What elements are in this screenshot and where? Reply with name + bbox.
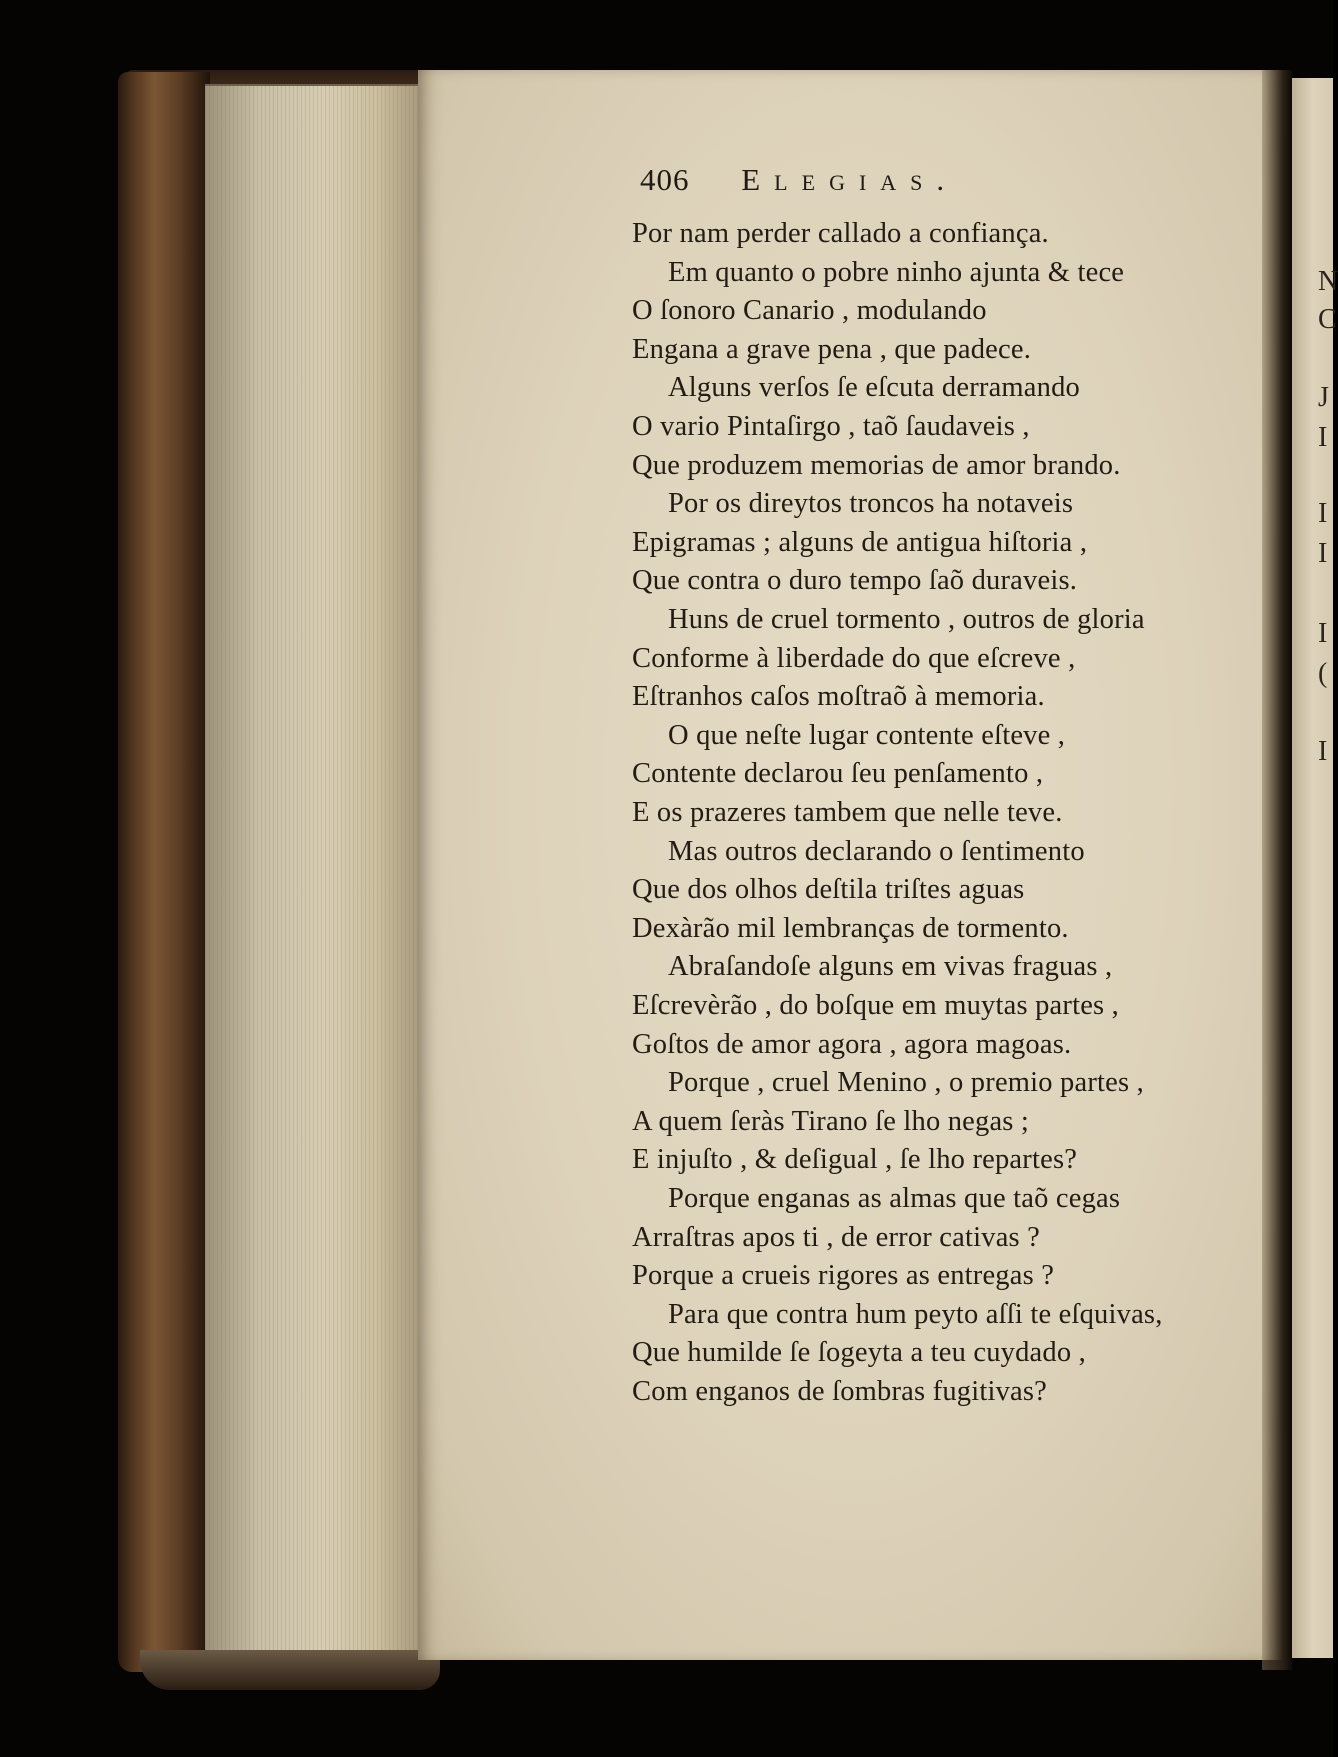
poem-line: Para que contra hum peyto aſſi te eſquivas, xyxy=(668,1298,1163,1330)
facing-page-glyph: I xyxy=(1318,422,1328,453)
poem-line: Epigramas ; alguns de antigua hiſtoria , xyxy=(632,526,1088,558)
cover-bottom xyxy=(140,1650,440,1690)
poem-line: Contente declarou ſeu penſamento , xyxy=(632,758,1044,790)
poem-line: Que produzem memorias de amor brando. xyxy=(632,449,1121,481)
poem-line: Porque enganas as almas que taõ cegas xyxy=(668,1183,1121,1214)
facing-page-glyph: I xyxy=(1318,538,1328,569)
facing-page-glyph: I xyxy=(1318,736,1328,767)
poem-line: Conforme à liberdade do que eſcreve , xyxy=(632,642,1076,674)
poem-line: Huns de cruel tormento , outros de gloria xyxy=(668,604,1145,635)
poem-line: Dexàrão mil lembranças de tormento. xyxy=(632,912,1069,944)
facing-page-glyph: I xyxy=(1318,618,1328,649)
poem-line: Por nam perder callado a confiança. xyxy=(632,218,1049,249)
poem-line: Por os direytos troncos ha notaveis xyxy=(668,488,1074,520)
poem-line: Que dos olhos deſtila triſtes aguas xyxy=(632,874,1025,906)
poem-line: Goſtos de amor agora , agora magoas. xyxy=(632,1028,1072,1060)
poem-line: Porque , cruel Menino , o premio partes , xyxy=(668,1067,1144,1099)
poem-line: Alguns verſos ſe eſcuta derramando xyxy=(668,372,1080,404)
book-gutter xyxy=(1262,70,1292,1670)
poem-line: O vario Pintaſirgo , taõ ſaudaveis , xyxy=(632,411,1030,442)
book-cover-spine xyxy=(118,72,210,1672)
facing-page-glyph: N xyxy=(1318,266,1338,297)
poem-line: Eſtranhos caſos moſtraõ à memoria. xyxy=(632,681,1045,713)
poem-line: Porque a crueis rigores as entregas ? xyxy=(632,1260,1055,1292)
poem-line: Com enganos de ſombras fugitivas? xyxy=(632,1376,1048,1407)
book-page xyxy=(418,70,1290,1660)
poem-line: Mas outros declarando o ſentimento xyxy=(668,835,1085,867)
page-number: 406 xyxy=(640,162,690,197)
page-edges xyxy=(205,84,420,1669)
poem-line: Que humilde ſe ſogeyta a teu cuydado , xyxy=(632,1337,1086,1369)
facing-page-glyph: I xyxy=(1318,498,1328,529)
running-title: Elegias. xyxy=(741,162,959,197)
poem-line: O ſonoro Canario , modulando xyxy=(632,295,987,327)
poem-line: Eſcrevèrão , do boſque em muytas partes , xyxy=(632,990,1119,1021)
poem-line: Abraſandoſe alguns em vivas fraguas , xyxy=(668,951,1113,983)
poem-line: E injuſto , & deſigual , ſe lho repartes? xyxy=(632,1144,1078,1176)
poem-line: Arraſtras apos ti , de error cativas ? xyxy=(632,1221,1041,1253)
facing-page-glyph: J xyxy=(1318,382,1329,413)
facing-page-glyph: C xyxy=(1318,304,1337,335)
poem-line: A quem ſeràs Tirano ſe lho negas ; xyxy=(632,1105,1030,1137)
poem-line: Que contra o duro tempo ſaõ duraveis. xyxy=(632,565,1078,597)
poem-line: Engana a grave pena , que padece. xyxy=(632,333,1032,365)
poem-line: E os prazeres tambem que nelle teve. xyxy=(632,797,1063,828)
poem-line: Em quanto o pobre ninho ajunta & tece xyxy=(668,256,1125,288)
facing-page-glyph: ( xyxy=(1318,658,1328,689)
page-header xyxy=(640,162,958,198)
poem-line: O que neſte lugar contente eſteve , xyxy=(668,719,1066,751)
